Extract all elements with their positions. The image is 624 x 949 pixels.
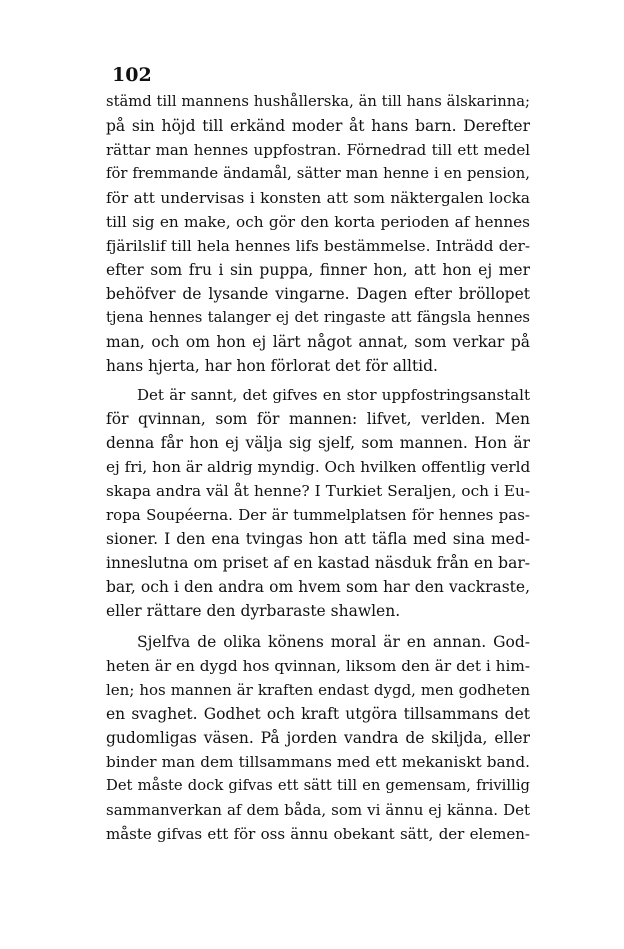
text-line: man, och om hon ej lärt något annat, som verkar på xyxy=(106,333,530,351)
text-line: eller rättare den dyrbaraste shawlen. xyxy=(106,602,401,620)
text-line: på sin höjd till erkänd moder åt hans barn. Derefter xyxy=(106,117,530,135)
text-line: för att undervisas i konsten att som näktergalen locka xyxy=(106,189,530,207)
text-line: en svaghet. Godhet och kraft utgöra tillsammans det xyxy=(106,705,530,723)
text-line: len; hos mannen är kraften endast dygd, men godheten xyxy=(106,681,530,699)
text-line: för fremmande ändamål, sätter man henne i en pension, xyxy=(106,165,530,182)
text-line: Sjelfva de olika könens moral är en annan. God- xyxy=(137,633,530,651)
text-line: för qvinnan, som för mannen: lifvet, verlden. Men xyxy=(106,410,530,428)
text-line: till sig en make, och gör den korta perioden af hennes xyxy=(106,213,530,231)
text-line: måste gifvas ett för oss ännu obekant sätt, der elemen- xyxy=(106,825,530,843)
text-line: rättar man hennes uppfostran. Förnedrad till ett medel xyxy=(106,141,530,159)
text-line: gudomligas väsen. På jorden vandra de skiljda, eller xyxy=(106,729,530,747)
text-line: sammanverkan af dem båda, som vi ännu ej känna. Det xyxy=(106,801,530,819)
text-line: stämd till mannens hushållerska, än till hans älskarinna; xyxy=(106,93,530,110)
text-line: hans hjerta, har hon förlorat det för alltid. xyxy=(106,357,438,375)
text-line: binder man dem tillsammans med ett mekaniskt band. xyxy=(106,753,530,771)
page-number: 102 xyxy=(112,64,152,86)
text-line: heten är en dygd hos qvinnan, liksom den är det i him- xyxy=(106,657,530,675)
text-line: ej fri, hon är aldrig myndig. Och hvilken offentlig verld xyxy=(106,458,530,476)
text-line: Det måste dock gifvas ett sätt till en gemensam, frivillig xyxy=(106,777,530,794)
text-line: inneslutna om priset af en kastad näsduk från en bar- xyxy=(106,554,530,572)
text-line: behöfver de lysande vingarne. Dagen efter bröllopet xyxy=(106,285,530,303)
text-line: tjena hennes talanger ej det ringaste att fängsla hennes xyxy=(106,309,530,326)
text-line: fjärilslif till hela hennes lifs bestämmelse. Inträdd der- xyxy=(106,237,530,255)
text-line: sioner. I den ena tvingas hon att täfla med sina med- xyxy=(106,530,530,548)
text-line: denna får hon ej välja sig sjelf, som mannen. Hon är xyxy=(106,434,530,452)
text-line: skapa andra väl åt henne? I Turkiet Seraljen, och i Eu- xyxy=(106,482,530,500)
text-line: ropa Soupéerna. Der är tummelplatsen för hennes pas- xyxy=(106,506,530,524)
text-line: bar, och i den andra om hvem som har den vackraste, xyxy=(106,578,530,596)
text-line: Det är sannt, det gifves en stor uppfostringsanstalt xyxy=(137,386,530,404)
text-line: efter som fru i sin puppa, finner hon, att hon ej mer xyxy=(106,261,530,279)
